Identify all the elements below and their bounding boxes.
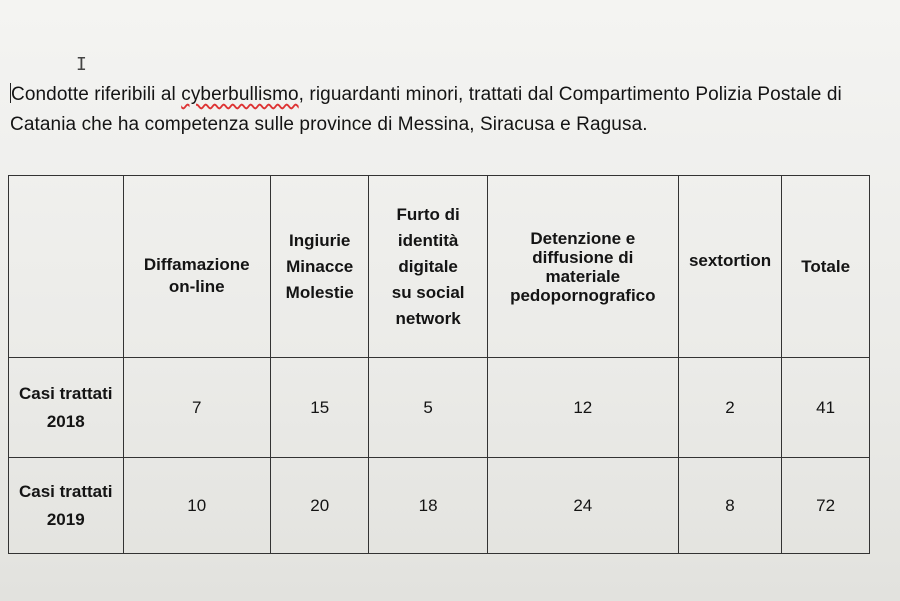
header-line: on-line — [168, 276, 225, 296]
header-line: pedopornografico — [510, 285, 656, 305]
table-header-row — [9, 176, 870, 358]
row-label-line: Casi trattati — [18, 481, 113, 501]
cell-ingiurie: 15 — [270, 358, 369, 458]
header-furto-identita — [369, 176, 487, 358]
header-line: Minacce — [286, 256, 354, 276]
header-empty-cell — [9, 176, 124, 358]
row-label — [9, 358, 124, 458]
text-cursor-icon: I — [76, 54, 87, 75]
header-diffamazione — [123, 176, 270, 358]
header-line: Furto di — [396, 204, 460, 224]
cell-sextortion: 8 — [678, 458, 781, 554]
header-line: network — [395, 308, 461, 328]
cases-table — [8, 175, 870, 554]
header-line: Totale — [801, 256, 851, 276]
table-row — [9, 458, 870, 554]
intro-text-start: Condotte riferibili al — [11, 84, 182, 105]
header-line: digitale — [398, 256, 458, 276]
header-line: identità — [397, 230, 459, 250]
header-totale — [782, 176, 870, 358]
cell-ingiurie: 20 — [270, 458, 369, 554]
cell-sextortion: 2 — [678, 358, 781, 458]
table-row — [9, 358, 870, 458]
header-line: diffusione di — [532, 247, 634, 267]
cell-furto: 5 — [369, 358, 487, 458]
cell-furto: 18 — [369, 458, 487, 554]
header-detenzione — [487, 176, 678, 358]
cell-diffamazione: 10 — [123, 458, 270, 554]
cell-detenzione: 24 — [487, 458, 678, 554]
intro-misspelled-word: cyberbullismo — [181, 84, 299, 105]
header-sextortion — [678, 176, 781, 358]
cell-diffamazione: 7 — [123, 358, 270, 458]
header-line: materiale — [545, 266, 621, 286]
intro-text-end: , riguardanti minori, trattati dal Compartimento Polizia Postale di Catania che ha competenza sulle province di Messina, Siracusa e Ragusa. — [10, 84, 842, 135]
cell-detenzione: 12 — [487, 358, 678, 458]
header-line: Diffamazione — [143, 254, 250, 274]
header-line: Ingiurie — [288, 230, 351, 250]
header-line: sextortion — [688, 250, 772, 270]
row-label-line: 2018 — [46, 411, 85, 431]
cell-totale: 72 — [782, 458, 870, 554]
header-ingiurie — [270, 176, 369, 358]
row-label — [9, 458, 124, 554]
row-label-line: Casi trattati — [18, 383, 113, 403]
header-line: su social — [391, 282, 465, 302]
header-line: Molestie — [285, 282, 354, 302]
cell-totale: 41 — [782, 358, 870, 458]
header-line: Detenzione e — [530, 228, 636, 248]
intro-paragraph — [10, 80, 890, 140]
row-label-line: 2019 — [46, 509, 85, 529]
